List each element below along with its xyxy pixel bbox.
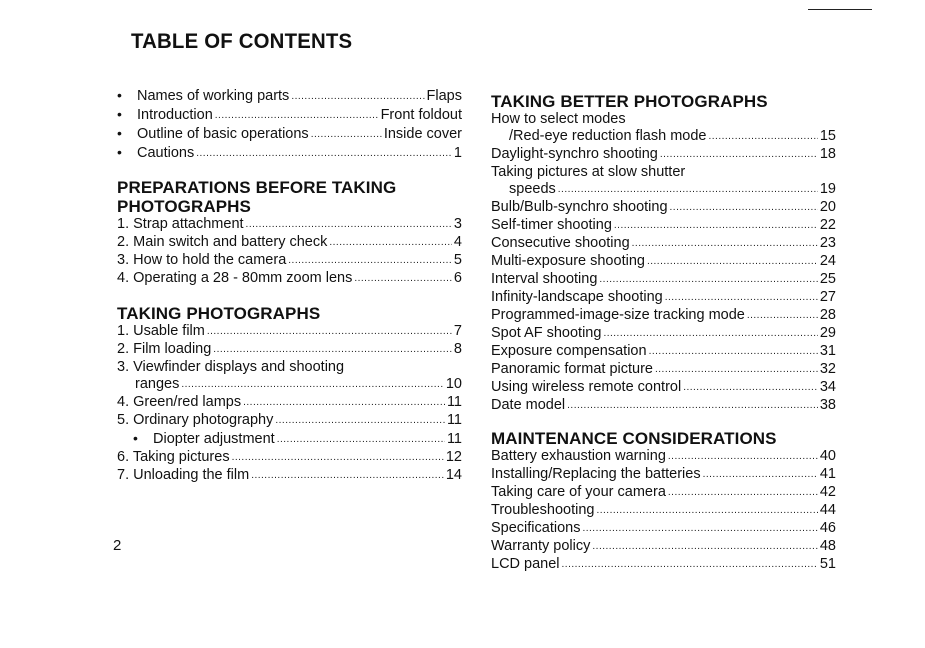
toc-entry-label: Specifications: [491, 520, 581, 536]
dot-leader: [275, 411, 445, 429]
dot-leader: [354, 269, 452, 287]
toc-entry[interactable]: [117, 430, 462, 449]
toc-entry-label: 5. Ordinary photography: [117, 412, 274, 428]
toc-entry-label: ranges: [135, 376, 180, 392]
section-heading-line: PREPARATIONS BEFORE TAKING: [117, 178, 397, 197]
toc-entry[interactable]: [491, 361, 836, 379]
toc-entry-page: Inside cover: [383, 126, 462, 142]
toc-entry[interactable]: [491, 217, 836, 235]
toc-entry-page: 32: [819, 361, 836, 377]
toc-entry-page: 18: [819, 146, 836, 162]
toc-entry-label: Diopter adjustment: [153, 431, 275, 447]
toc-entry-label: Programmed-image-size tracking mode: [491, 307, 745, 323]
dot-leader: [196, 144, 452, 162]
toc-entry-label: Bulb/Bulb-synchro shooting: [491, 199, 668, 215]
toc-entry-label: 1. Usable film: [117, 323, 205, 339]
toc-entry[interactable]: [117, 125, 462, 144]
toc-entry-page: 4: [453, 234, 462, 250]
toc-entry-page: 7: [453, 323, 462, 339]
dot-leader: [665, 288, 818, 306]
dot-leader: [311, 125, 382, 143]
dot-leader: [668, 483, 818, 501]
dot-leader: [596, 501, 817, 519]
dot-leader: [246, 215, 452, 233]
toc-entry-page: 48: [819, 538, 836, 554]
dot-leader: [277, 430, 445, 448]
dot-leader: [599, 270, 817, 288]
dot-leader: [647, 252, 818, 270]
toc-entry[interactable]: [491, 556, 836, 574]
dot-leader: [291, 87, 424, 105]
toc-entry-label: Outline of basic operations: [137, 126, 309, 142]
toc-entry-page: 46: [819, 520, 836, 536]
toc-entry-page: 44: [819, 502, 836, 518]
toc-entry[interactable]: [117, 252, 462, 270]
section-heading: MAINTENANCE CONSIDERATIONS: [491, 429, 777, 448]
toc-entry-label: 2. Main switch and battery check: [117, 234, 328, 250]
dot-leader: [207, 322, 452, 340]
toc-entry-page: 11: [446, 394, 462, 410]
toc-entry-page: 3: [453, 216, 462, 232]
toc-entry-page: Front foldout: [380, 107, 462, 123]
toc-entry-label: 2. Film loading: [117, 341, 212, 357]
dot-leader: [215, 106, 379, 124]
toc-entry-page: 10: [445, 376, 462, 392]
toc-entry-label: 3. Viewfinder displays and shooting: [117, 359, 345, 375]
toc-entry-page: 31: [819, 343, 836, 359]
dot-leader: [181, 375, 444, 393]
toc-entry-page: 27: [819, 289, 836, 305]
toc-entry[interactable]: [491, 343, 836, 361]
toc-entry-page: 15: [819, 128, 836, 144]
dot-leader: [747, 306, 818, 324]
toc-entry-page: 11: [446, 412, 462, 428]
toc-entry-page: 38: [819, 397, 836, 413]
dot-leader: [668, 447, 818, 465]
toc-entry-page: 14: [445, 467, 462, 483]
toc-entry-label: Interval shooting: [491, 271, 598, 287]
toc-entry[interactable]: [117, 341, 462, 359]
bullet-icon: •: [117, 125, 122, 141]
toc-entry[interactable]: [117, 144, 462, 163]
dot-leader: [232, 448, 444, 466]
toc-right-column: [491, 92, 836, 574]
toc-entry[interactable]: [491, 325, 836, 343]
toc-entry-label: LCD panel: [491, 556, 560, 572]
dot-leader: [567, 396, 818, 414]
section-heading: TAKING BETTER PHOTOGRAPHS: [491, 92, 768, 111]
toc-entry-label: Panoramic format picture: [491, 361, 653, 377]
dot-leader: [703, 465, 818, 483]
toc-entry-label: Names of working parts: [137, 88, 290, 104]
dot-leader: [213, 340, 452, 358]
dot-leader: [558, 180, 818, 198]
dot-leader: [632, 234, 818, 252]
dot-leader: [288, 251, 452, 269]
section-heading-line: PHOTOGRAPHS: [117, 197, 251, 216]
section-heading: TAKING PHOTOGRAPHS: [117, 304, 321, 323]
toc-entry-label: Troubleshooting: [491, 502, 595, 518]
toc-entry-label: Warranty policy: [491, 538, 591, 554]
toc-entry-label: Self-timer shooting: [491, 217, 612, 233]
toc-entry[interactable]: [491, 146, 836, 164]
toc-entry-label: Infinity-landscape shooting: [491, 289, 663, 305]
toc-entry-label: Battery exhaustion warning: [491, 448, 666, 464]
page-title: TABLE OF CONTENTS: [131, 30, 353, 53]
toc-entry[interactable]: [491, 181, 836, 199]
toc-entry-label: 3. How to hold the camera: [117, 252, 287, 268]
toc-entry[interactable]: [117, 106, 462, 125]
toc-entry-label: speeds: [509, 181, 556, 197]
toc-entry[interactable]: [491, 397, 836, 415]
dot-leader: [329, 233, 452, 251]
toc-entry-label: Multi-exposure shooting: [491, 253, 645, 269]
toc-entry-label: 6. Taking pictures: [117, 449, 230, 465]
toc-entry-page: 5: [453, 252, 462, 268]
toc-entry-page: 41: [819, 466, 836, 482]
toc-entry-label: How to select modes: [491, 111, 626, 127]
toc-entry-label: Introduction: [137, 107, 213, 123]
toc-entry-label: 7. Unloading the film: [117, 467, 250, 483]
toc-entry[interactable]: [117, 323, 462, 341]
dot-leader: [251, 466, 444, 484]
toc-entry-label: Consecutive shooting: [491, 235, 630, 251]
top-rule: [808, 9, 872, 10]
dot-leader: [655, 360, 818, 378]
toc-entry-page: 12: [445, 449, 462, 465]
toc-entry[interactable]: [117, 234, 462, 252]
toc-entry[interactable]: [117, 376, 462, 394]
toc-entry[interactable]: [117, 270, 462, 288]
toc-entry-label: Installing/Replacing the batteries: [491, 466, 701, 482]
toc-entry-page: 42: [819, 484, 836, 500]
toc-entry-page: 11: [446, 431, 462, 447]
toc-entry[interactable]: [491, 235, 836, 253]
toc-entry-page: 34: [819, 379, 836, 395]
dot-leader: [562, 555, 818, 573]
toc-entry-label: /Red-eye reduction flash mode: [509, 128, 707, 144]
dot-leader: [592, 537, 817, 555]
toc-entry-page: Flaps: [426, 88, 462, 104]
toc-entry[interactable]: [491, 289, 836, 307]
toc-entry-page: 6: [453, 270, 462, 286]
toc-entry-page: 19: [819, 181, 836, 197]
dot-leader: [614, 216, 818, 234]
toc-entry-label: Spot AF shooting: [491, 325, 602, 341]
toc-entry-label: 4. Operating a 28 - 80mm zoom lens: [117, 270, 353, 286]
bullet-icon: •: [117, 87, 122, 103]
toc-entry-page: 40: [819, 448, 836, 464]
dot-leader: [582, 519, 817, 537]
dot-leader: [660, 145, 818, 163]
dot-leader: [649, 342, 818, 360]
toc-entry[interactable]: [117, 412, 462, 430]
dot-leader: [683, 378, 818, 396]
toc-entry[interactable]: [117, 87, 462, 106]
toc-entry[interactable]: [491, 520, 836, 538]
toc-entry-label: Daylight-synchro shooting: [491, 146, 658, 162]
toc-entry[interactable]: [117, 394, 462, 412]
toc-entry[interactable]: [117, 467, 462, 485]
toc-entry-page: 29: [819, 325, 836, 341]
toc-entry[interactable]: [491, 448, 836, 466]
toc-entry[interactable]: [491, 379, 836, 397]
page-number: 2: [113, 537, 122, 554]
toc-entry-page: 24: [819, 253, 836, 269]
toc-entry[interactable]: [491, 253, 836, 271]
toc-entry[interactable]: [117, 449, 462, 467]
toc-entry-page: 8: [453, 341, 462, 357]
dot-leader: [603, 324, 817, 342]
toc-entry-label: 4. Green/red lamps: [117, 394, 242, 410]
toc-entry[interactable]: [491, 484, 836, 502]
toc-entry-page: 22: [819, 217, 836, 233]
toc-entry-page: 25: [819, 271, 836, 287]
toc-entry[interactable]: [117, 216, 462, 234]
dot-leader: [670, 198, 818, 216]
toc-entry-label: Using wireless remote control: [491, 379, 682, 395]
toc-entry-page: 28: [819, 307, 836, 323]
toc-entry-page: 51: [819, 556, 836, 572]
toc-entry-label: Taking care of your camera: [491, 484, 666, 500]
toc-entry-page: 1: [453, 145, 462, 161]
bullet-icon: •: [133, 430, 138, 446]
toc-entry-label: Cautions: [137, 145, 195, 161]
toc-entry[interactable]: [491, 199, 836, 217]
toc-entry-label: Taking pictures at slow shutter: [491, 164, 686, 180]
toc-entry[interactable]: [491, 307, 836, 325]
toc-entry-label: 1. Strap attachment: [117, 216, 244, 232]
toc-entry-page: 23: [819, 235, 836, 251]
dot-leader: [708, 127, 817, 145]
toc-left-column: [117, 87, 462, 485]
toc-entry[interactable]: [491, 128, 836, 146]
toc-entry[interactable]: [491, 538, 836, 556]
bullet-icon: •: [117, 144, 122, 160]
bullet-icon: •: [117, 106, 122, 122]
toc-entry-label: Exposure compensation: [491, 343, 647, 359]
section-heading: [117, 178, 462, 216]
toc-entry[interactable]: [491, 466, 836, 484]
dot-leader: [243, 393, 445, 411]
toc-entry[interactable]: [491, 271, 836, 289]
toc-entry-label: Date model: [491, 397, 566, 413]
toc-entry-page: 20: [819, 199, 836, 215]
toc-entry[interactable]: [491, 502, 836, 520]
